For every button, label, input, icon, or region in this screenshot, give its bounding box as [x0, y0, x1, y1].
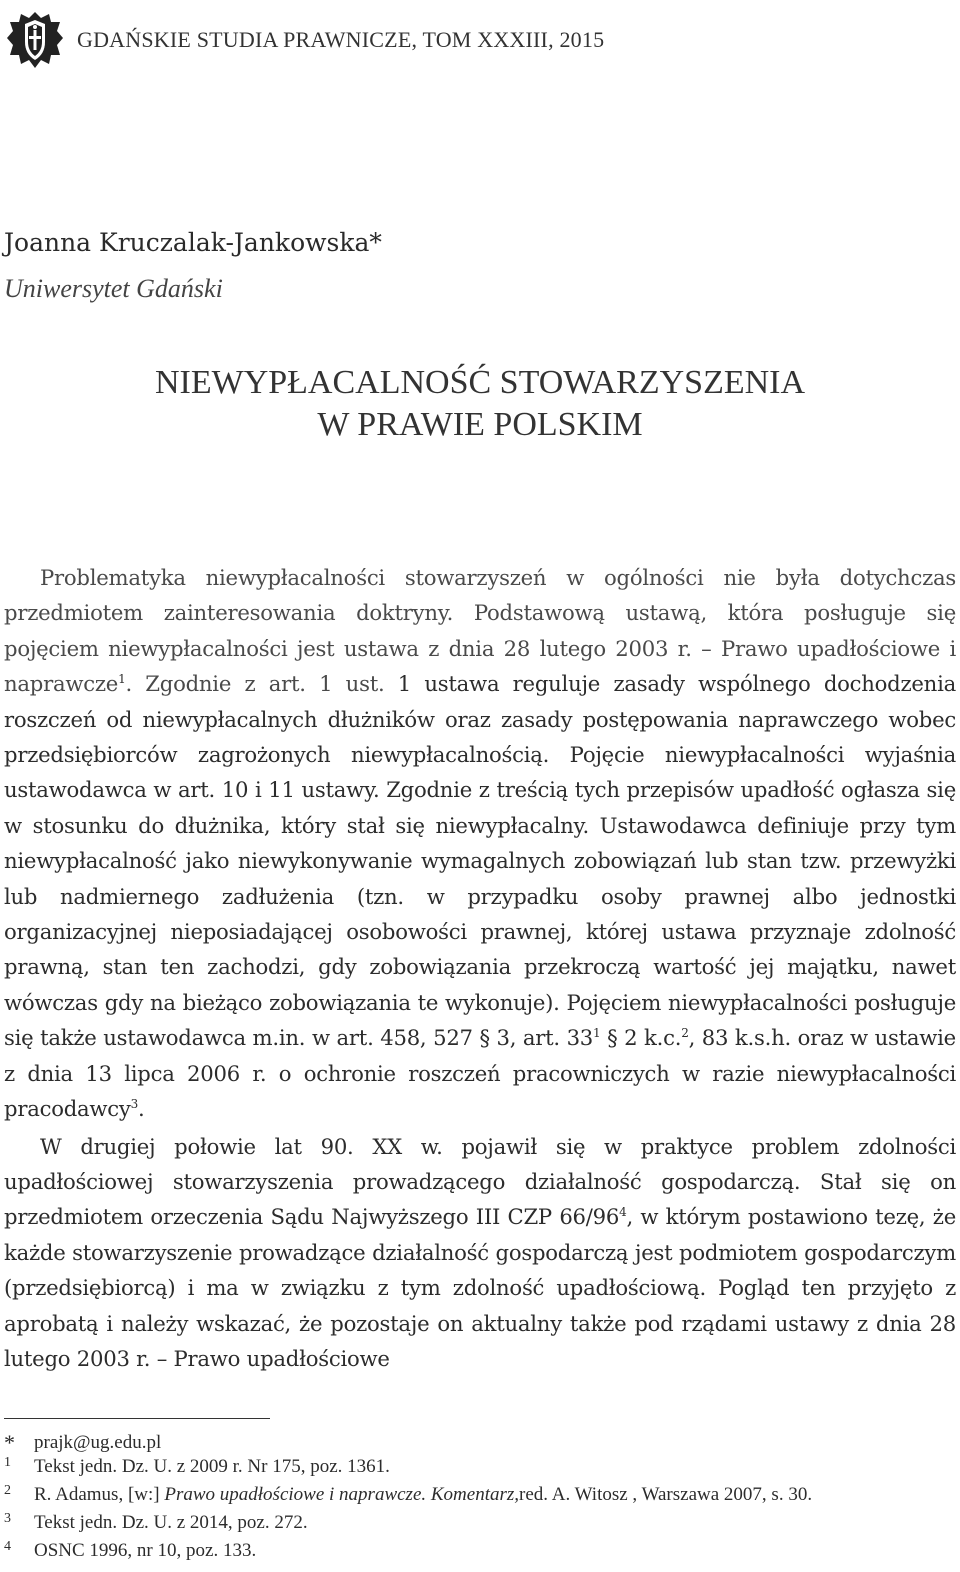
footnote-mark: 4 — [4, 1539, 11, 1554]
author-affiliation: Uniwersytet Gdański — [4, 274, 223, 303]
footnote-item — [4, 1484, 956, 1512]
paragraph-1-main: 1 ustawa reguluje zasady wspólnego dochodzenia roszczeń od niewypłacalnych dłużników oraz zasady postępowania naprawczego wobec przedsiębiorców zagrożonych niewypłacalnością. Pojęcie niewypłacalności wyjaśnia ustawodawca w art. 10 i 11 ustawy. Zgodnie z treścią tych przepisów upadłość ogłasza się w stosunku do dłużnika, który stał się niewypłacalny. Ustawodawca definiuje przy tym niewypłacalność jako niewykonywanie wymagalnych zobowiązań lub stan tzw. przewyżki lub nadmiernego zadłużenia (tzn. w przypadku osoby prawnej albo jednostki organizacyjnej nieposiadającej osobowości prawnej, której ustawa przyznaje zdolność prawną, stan ten zachodzi, gdy zobowiązania przekroczą wartość jej majątku, nawet wówczas gdy na bieżąco zobowiązania te wykonuje). Pojęciem niewypłacalności posługuje się także ustawodawca m.in. w art. 458, 527 § 3, art. 33 — [4, 671, 956, 1051]
footnote-text: OSNC 1996, nr 10, poz. 133. — [34, 1540, 257, 1561]
footnote-text-post: red. A. Witosz , Warszawa 2007, s. 30. — [519, 1484, 813, 1505]
footnote-ref-4[interactable]: 4 — [619, 1205, 627, 1220]
footnote-item — [4, 1540, 956, 1568]
paragraph-2-rest: , w którym postawiono tezę, że każde stowarzyszenie prowadzące działalność gospodarczą jest podmiotem gospodarczym (przedsiębiorcą) i ma w związku z tym zdolność upadłościową. Pogląd ten przyjęto z aprobatą i należy wskazać, że pozostaje on aktualny także pod rządami ustawy z dnia 28 lutego 2003 r. – Prawo upadłościowe — [4, 1204, 956, 1371]
footnote-ref-2[interactable]: 2 — [681, 1026, 689, 1041]
paragraph-1-kc: § 2 k.c. — [600, 1025, 682, 1051]
author-name: Joanna Kruczalak-Jankowska* — [4, 228, 382, 257]
footnote-item — [4, 1428, 956, 1456]
article-title-line-1: NIEWYPŁACALNOŚĆ STOWARZYSZENIA — [154, 364, 806, 401]
footnote-text: Tekst jedn. Dz. U. z 2014, poz. 272. — [34, 1512, 308, 1533]
footnotes — [4, 1428, 956, 1568]
paragraph-1 — [4, 560, 956, 1127]
paragraph-1-rest: , 83 k.s.h. oraz w ustawie z dnia 13 lipca 2006 r. o ochronie roszczeń pracowniczych w razie niewypłacalności pracodawcy — [4, 1025, 956, 1122]
footnote-mark: 2 — [4, 1483, 11, 1498]
footnote-item — [4, 1512, 956, 1540]
footnote-text-pre: R. Adamus, [w:] — [34, 1484, 160, 1505]
footnote-mark: 3 — [4, 1511, 11, 1526]
footnote-text-italic: Prawo upadłościowe i naprawcze. Komentarz, — [164, 1484, 520, 1505]
page-header — [5, 10, 604, 70]
footnote-mark: * — [4, 1430, 15, 1455]
footnote-item — [4, 1456, 956, 1484]
superscript-1: 1 — [593, 1026, 601, 1041]
paragraph-1-end: . — [138, 1096, 145, 1122]
article-body — [4, 560, 956, 1376]
footnote-text[interactable]: prajk@ug.edu.pl — [34, 1432, 162, 1453]
paragraph-2 — [4, 1129, 956, 1377]
paragraph-1-intro: Problematyka niewypłacalności stowarzyszeń w ogólności nie była dotychczas przedmiotem zainteresowania doktryny. Podstawową ustawą, która posługuje się pojęciem niewypłacalności jest ustawa z dnia 28 lutego 2003 r. – Prawo upadłościowe i naprawcze — [4, 565, 956, 697]
paragraph-2-main: W drugiej połowie lat 90. XX w. pojawił się w praktyce problem zdolności upadłościowej stowarzyszenia prowadzącego działalność gospodarczą. Stał się on przedmiotem orzeczenia Sądu Najwyższego III CZP 66/96 — [4, 1133, 956, 1230]
footnote-ref-1[interactable]: 1 — [118, 672, 126, 687]
footnote-mark: 1 — [4, 1455, 11, 1470]
footnote-divider — [4, 1418, 270, 1419]
article-title-line-2: W PRAWIE POLSKIM — [317, 406, 643, 443]
paragraph-1-intro-end: . Zgodnie z art. 1 ust. — [125, 671, 385, 697]
footnote-text: Tekst jedn. Dz. U. z 2009 r. Nr 175, poz. 1361. — [34, 1456, 390, 1477]
university-crest-icon — [5, 10, 65, 70]
journal-title: GDAŃSKIE STUDIA PRAWNICZE, TOM XXXIII, 2015 — [77, 27, 605, 52]
footnote-ref-3[interactable]: 3 — [130, 1097, 139, 1112]
